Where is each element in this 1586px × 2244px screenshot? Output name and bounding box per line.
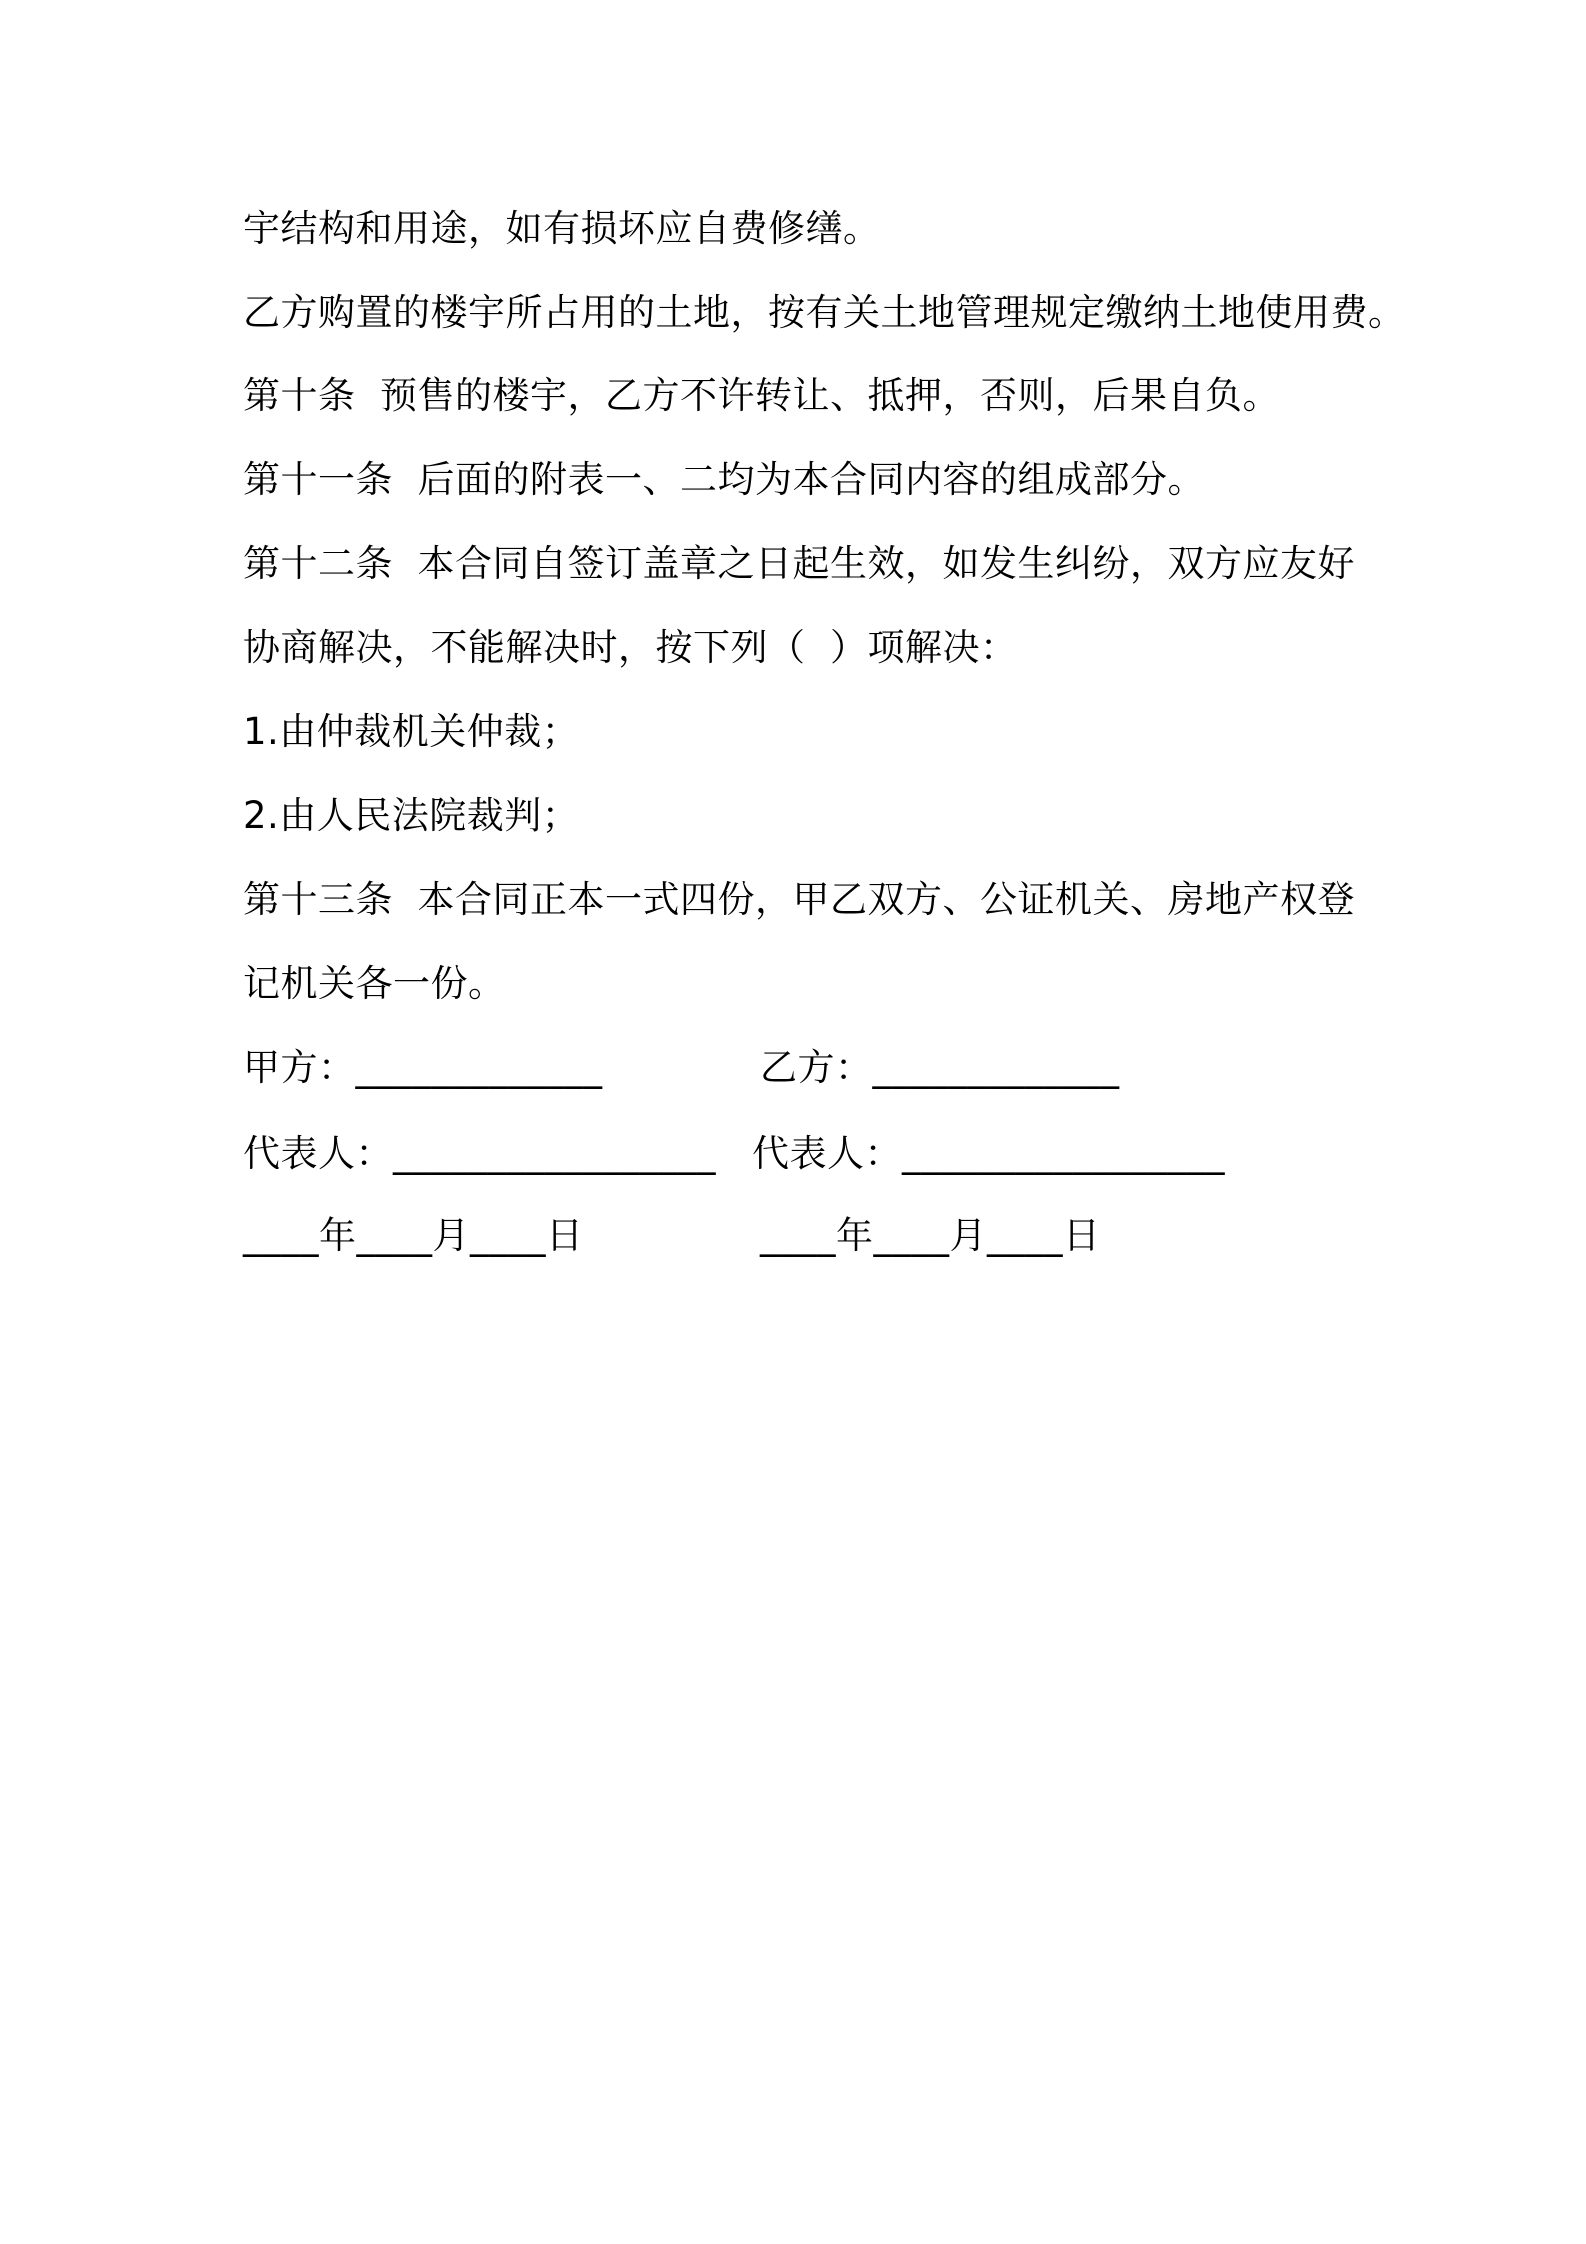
party-a-signature: 甲方：_____________ <box>243 1046 603 1089</box>
paragraph-line: 记机关各一份。 <box>243 962 506 1005</box>
party-a-representative: 代表人：_________________ <box>243 1132 716 1175</box>
paragraph-line: 乙方购置的楼宇所占用的土地，按有关土地管理规定缴纳土地使用费。 <box>243 291 1406 334</box>
party-a-date: ____年____月____日 <box>243 1214 584 1257</box>
article-12: 第十二条 本合同自签订盖章之日起生效，如发生纠纷，双方应友好 <box>243 542 1356 585</box>
party-b-date: ____年____月____日 <box>760 1214 1101 1257</box>
article-13: 第十三条 本合同正本一式四份，甲乙双方、公证机关、房地产权登 <box>243 878 1356 921</box>
paragraph-line: 宇结构和用途，如有损坏应自费修缮。 <box>243 207 881 250</box>
paragraph-line: 协商解决，不能解决时，按下列（ ）项解决： <box>243 626 1018 669</box>
list-item: 2.由人民法院裁判； <box>243 794 580 837</box>
party-b-signature: 乙方：_____________ <box>760 1046 1120 1089</box>
list-item: 1.由仲裁机关仲裁； <box>243 710 580 753</box>
party-b-representative: 代表人：_________________ <box>752 1132 1225 1175</box>
article-10: 第十条 预售的楼宇，乙方不许转让、抵押，否则，后果自负。 <box>243 374 1281 417</box>
article-11: 第十一条 后面的附表一、二均为本合同内容的组成部分。 <box>243 458 1206 501</box>
